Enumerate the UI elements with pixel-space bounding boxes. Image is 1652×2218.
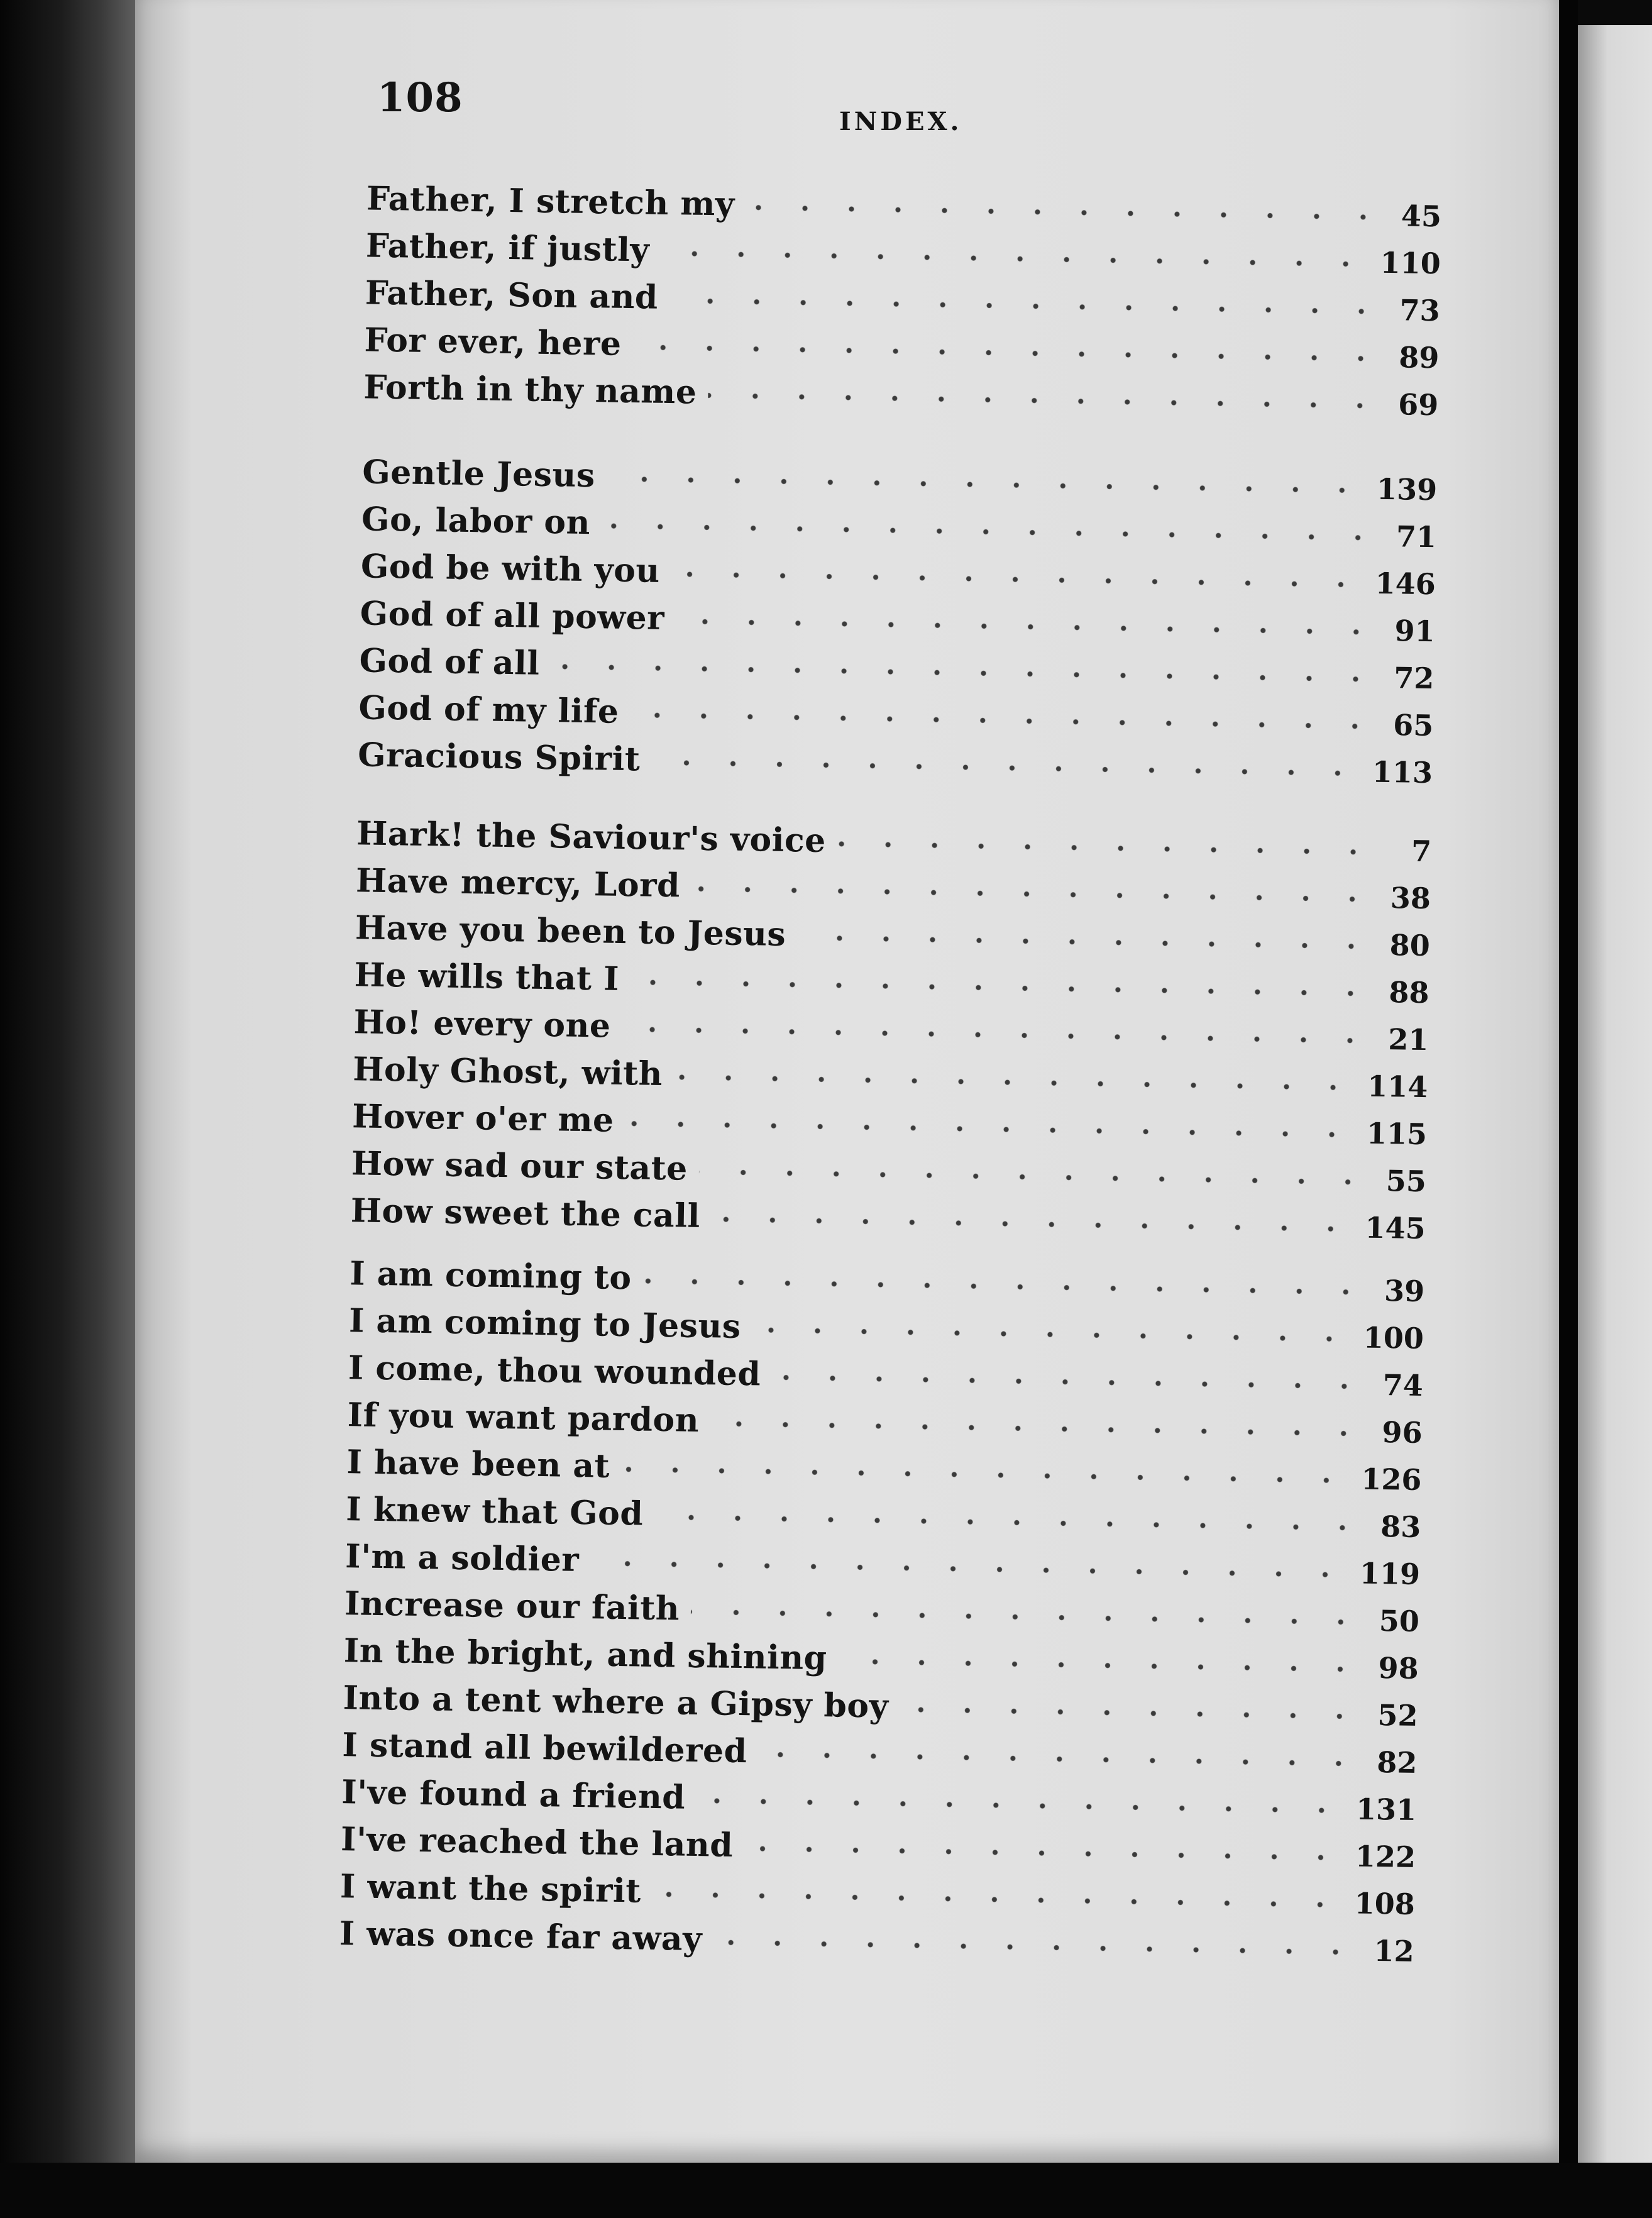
entry-page-number: 126 [1360,1462,1422,1498]
entry-page-number: 7 [1411,834,1432,869]
entry-title: Holy Ghost, with [352,1050,663,1093]
dot-leader [632,344,1384,362]
entry-title: Father, I stretch my [366,179,735,224]
dot-leader [691,886,1375,903]
entry-page-number: 108 [1354,1886,1416,1921]
dot-leader [758,1752,1362,1767]
entry-title: Ho! every one [353,1003,611,1046]
entry-page-number: 52 [1377,1697,1418,1733]
entry-page-number: 50 [1379,1603,1420,1638]
entry-page-number: 72 [1393,661,1434,696]
entry-page-number: 119 [1359,1556,1421,1592]
dot-leader [900,1706,1362,1720]
entry-page-number: 96 [1382,1415,1423,1450]
dot-leader [708,392,1383,409]
dot-leader [631,979,1374,997]
entry-title: How sweet the call [350,1191,701,1235]
entry-page-number: 139 [1376,472,1438,507]
entry-title: He wills that I [354,956,620,998]
entry-title: Go, labor on [361,500,591,543]
entry-title: I've found a friend [341,1773,686,1817]
entry-title: Forth in thy name [363,368,697,412]
entry-page-number: 146 [1375,566,1436,602]
entry-title: I come, thou wounded [348,1349,761,1394]
entry-page-number: 39 [1384,1274,1425,1309]
entry-title: Hover o'er me [351,1097,615,1140]
dot-leader [772,1374,1368,1390]
entry-title: I am coming to Jesus [348,1301,742,1346]
dot-leader [746,204,1387,221]
dot-leader [838,1658,1363,1672]
entry-title: God of all power [360,594,665,637]
entry-page-number: 55 [1385,1164,1427,1199]
dot-leader [713,1939,1359,1955]
entry-page-number: 89 [1398,340,1440,375]
dot-leader [651,759,1361,777]
dot-leader [712,1216,1354,1232]
entry-page-number: 110 [1380,245,1441,281]
entry-title: Father, Son and [365,273,659,317]
dot-leader [674,1074,1356,1091]
entry-title: Into a tent where a Gipsy boy [343,1679,889,1726]
entry-title: I've reached the land [340,1820,734,1865]
running-head: INDEX. [839,107,962,136]
dot-leader [625,1120,1355,1138]
dot-leader [837,841,1377,855]
page-number: 108 [377,74,463,121]
entry-page-number: 73 [1399,293,1441,328]
entry-title: I'm a soldier [344,1537,580,1579]
entry-page-number: 69 [1397,387,1439,422]
entry-page-number: 131 [1355,1792,1417,1827]
entry-page-number: 122 [1355,1839,1416,1874]
entry-title: I was once far away [339,1914,703,1959]
dot-leader [602,522,1381,541]
entry-page-number: 88 [1389,975,1429,1010]
entry-page-number: 100 [1363,1320,1424,1356]
dot-leader [653,1891,1343,1908]
entry-page-number: 65 [1392,708,1434,743]
entry-page-number: 145 [1365,1210,1426,1246]
entry-page-number: 115 [1366,1116,1428,1152]
entry-title: Gentle Jesus [361,453,596,495]
entry-page-number: 80 [1389,928,1431,963]
entry-title: God of my life [358,688,619,731]
entry-title: For ever, here [364,321,622,363]
dot-leader [630,712,1378,730]
entry-page-number: 83 [1380,1509,1421,1545]
entry-title: God of all [359,641,541,683]
dot-leader [797,934,1375,949]
dot-leader [691,1609,1364,1626]
entry-page-number: 114 [1367,1069,1428,1105]
entry-title: In the bright, and shining [343,1631,827,1678]
dot-leader [697,1797,1345,1814]
entry-page-number: 113 [1372,754,1433,790]
dot-leader [606,475,1365,494]
entry-title: I am coming to [349,1254,632,1298]
entry-title: Have mercy, Lord [355,861,681,905]
entry-title: I have been at [346,1443,610,1486]
entry-title: Have you been to Jesus [355,908,786,954]
entry-page-number: 82 [1376,1745,1418,1780]
entry-page-number: 21 [1387,1022,1429,1057]
entry-title: Gracious Spirit [357,736,641,779]
entry-title: How sad our state [351,1144,688,1188]
entry-page-number: 74 [1382,1368,1424,1403]
entry-title: God be with you [360,547,661,590]
entry-page-number: 45 [1401,199,1442,234]
dot-leader [590,1560,1348,1578]
dot-leader [669,297,1385,315]
dot-leader [744,1845,1344,1861]
entry-page-number: 71 [1396,519,1437,554]
entry-title: Increase our faith [344,1584,680,1628]
entry-title: I stand all bewildered [342,1726,747,1771]
entry-page-number: 91 [1394,614,1436,649]
dot-leader [621,1466,1350,1484]
entry-page-number: 12 [1374,1933,1415,1968]
dot-leader [642,1278,1369,1296]
entry-page-number: 38 [1390,881,1431,916]
dot-leader [752,1327,1352,1342]
entry-title: If you want pardon [347,1396,700,1440]
entry-title: I want the spirit [339,1867,642,1911]
entry-title: I knew that God [345,1490,644,1533]
dot-leader [710,1420,1367,1437]
dot-leader [622,1026,1373,1044]
dot-leader [671,571,1364,588]
dot-leader [699,1169,1371,1186]
entry-title: Father, if justly [365,226,650,270]
dot-leader [661,250,1369,268]
entry-page-number: 98 [1378,1650,1419,1686]
dot-leader [551,663,1379,683]
dot-leader [676,618,1380,636]
dot-leader [654,1514,1365,1531]
entry-title: Hark! the Saviour's voice [356,814,827,861]
